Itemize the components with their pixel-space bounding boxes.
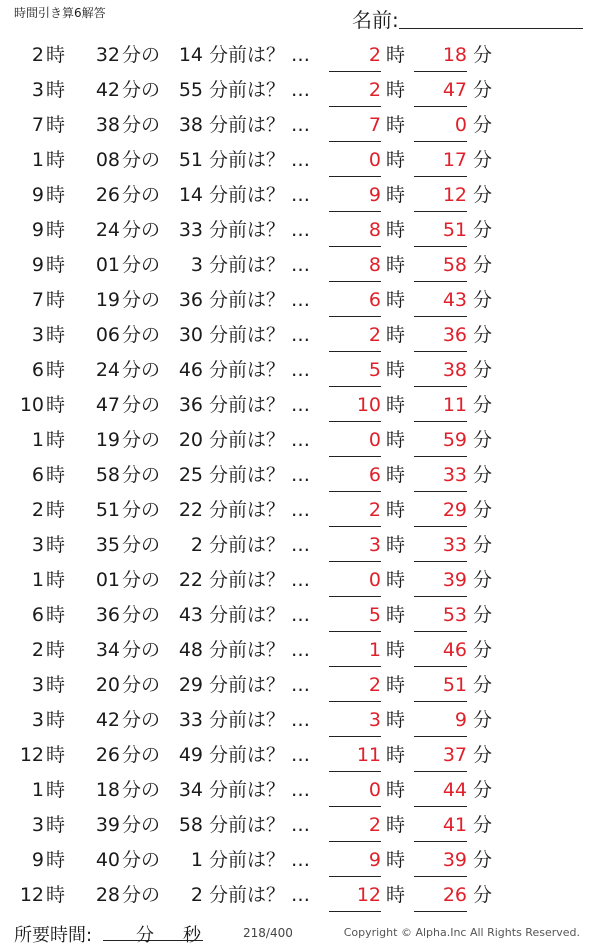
minutes-before: 51	[178, 149, 203, 171]
minute-of-label: 分の	[122, 674, 161, 696]
answer-hour-unit: 時	[386, 569, 406, 591]
minute-of-label: 分の	[122, 359, 161, 381]
problem-row	[0, 38, 600, 73]
start-hour: 2	[31, 499, 44, 521]
question-text: 分前は？ …	[209, 464, 311, 486]
page-number: 218/400	[243, 926, 293, 940]
required-time-second-label: 秒	[183, 925, 201, 946]
minute-of-label: 分の	[122, 149, 161, 171]
answer-hour-unit: 時	[386, 464, 406, 486]
hour-unit: 時	[46, 849, 66, 871]
minutes-before: 46	[178, 359, 203, 381]
answer-minute-unit: 分	[473, 884, 493, 906]
hour-unit: 時	[46, 814, 66, 836]
answer-hour: 2	[329, 78, 381, 107]
question-text: 分前は？ …	[209, 569, 311, 591]
minutes-before: 58	[178, 814, 203, 836]
start-minute: 42	[95, 79, 120, 101]
answer-hour-unit: 時	[386, 779, 406, 801]
start-minute: 47	[95, 394, 120, 416]
answer-hour: 1	[329, 638, 381, 667]
answer-hour: 0	[329, 428, 381, 457]
question-text: 分前は？ …	[209, 534, 311, 556]
answer-minute: 51	[414, 673, 467, 702]
start-minute: 19	[95, 289, 120, 311]
minute-of-label: 分の	[122, 464, 161, 486]
start-minute: 38	[95, 114, 120, 136]
question-text: 分前は？ …	[209, 254, 311, 276]
start-minute: 19	[95, 429, 120, 451]
start-minute: 32	[95, 44, 120, 66]
answer-minute-unit: 分	[473, 569, 493, 591]
answer-hour: 0	[329, 148, 381, 177]
answer-minute: 0	[414, 113, 467, 142]
answer-hour: 5	[329, 358, 381, 387]
hour-unit: 時	[46, 534, 66, 556]
answer-minute-unit: 分	[473, 534, 493, 556]
question-text: 分前は？ …	[209, 744, 311, 766]
problem-row	[0, 668, 600, 703]
start-minute: 24	[95, 219, 120, 241]
hour-unit: 時	[46, 44, 66, 66]
answer-hour: 9	[329, 848, 381, 877]
start-minute: 26	[95, 184, 120, 206]
minutes-before: 25	[178, 464, 203, 486]
start-hour: 3	[31, 534, 44, 556]
question-text: 分前は？ …	[209, 429, 311, 451]
hour-unit: 時	[46, 254, 66, 276]
answer-hour: 2	[329, 498, 381, 527]
answer-minute-unit: 分	[473, 849, 493, 871]
answer-hour-unit: 時	[386, 359, 406, 381]
hour-unit: 時	[46, 429, 66, 451]
minutes-before: 33	[178, 219, 203, 241]
minutes-before: 48	[178, 639, 203, 661]
answer-minute-unit: 分	[473, 324, 493, 346]
answer-minute-unit: 分	[473, 289, 493, 311]
minute-of-label: 分の	[122, 884, 161, 906]
problem-row	[0, 458, 600, 493]
answer-hour-unit: 時	[386, 254, 406, 276]
answer-hour: 10	[329, 393, 381, 422]
start-hour: 9	[31, 219, 44, 241]
answer-hour-unit: 時	[386, 604, 406, 626]
start-hour: 9	[31, 849, 44, 871]
problem-list	[0, 38, 600, 913]
start-minute: 39	[95, 814, 120, 836]
answer-minute: 44	[414, 778, 467, 807]
start-minute: 01	[95, 569, 120, 591]
question-text: 分前は？ …	[209, 499, 311, 521]
start-hour: 3	[31, 709, 44, 731]
start-hour: 3	[31, 814, 44, 836]
question-text: 分前は？ …	[209, 219, 311, 241]
answer-hour-unit: 時	[386, 324, 406, 346]
answer-hour-unit: 時	[386, 429, 406, 451]
question-text: 分前は？ …	[209, 884, 311, 906]
answer-minute: 39	[414, 568, 467, 597]
start-hour: 10	[19, 394, 44, 416]
hour-unit: 時	[46, 219, 66, 241]
question-text: 分前は？ …	[209, 44, 311, 66]
answer-minute-unit: 分	[473, 674, 493, 696]
answer-hour: 2	[329, 813, 381, 842]
minute-of-label: 分の	[122, 534, 161, 556]
answer-hour-unit: 時	[386, 744, 406, 766]
answer-hour-unit: 時	[386, 639, 406, 661]
minutes-before: 34	[178, 779, 203, 801]
copyright: Copyright © Alpha.Inc All Rights Reserved.	[343, 926, 580, 939]
answer-minute: 29	[414, 498, 467, 527]
minutes-before: 3	[190, 254, 203, 276]
problem-row	[0, 318, 600, 353]
start-minute: 06	[95, 324, 120, 346]
answer-minute: 51	[414, 218, 467, 247]
question-text: 分前は？ …	[209, 639, 311, 661]
answer-hour: 2	[329, 323, 381, 352]
answer-minute: 46	[414, 638, 467, 667]
minute-of-label: 分の	[122, 604, 161, 626]
name-field	[352, 4, 583, 33]
problem-row	[0, 598, 600, 633]
answer-hour: 11	[329, 743, 381, 772]
answer-minute: 39	[414, 848, 467, 877]
answer-minute-unit: 分	[473, 184, 493, 206]
answer-minute-unit: 分	[473, 219, 493, 241]
minute-of-label: 分の	[122, 219, 161, 241]
answer-minute-unit: 分	[473, 464, 493, 486]
answer-minute: 36	[414, 323, 467, 352]
answer-minute: 58	[414, 253, 467, 282]
footer	[0, 918, 600, 948]
hour-unit: 時	[46, 149, 66, 171]
minute-of-label: 分の	[122, 429, 161, 451]
problem-row	[0, 143, 600, 178]
start-hour: 1	[31, 569, 44, 591]
minute-of-label: 分の	[122, 709, 161, 731]
answer-minute: 11	[414, 393, 467, 422]
start-minute: 24	[95, 359, 120, 381]
answer-hour-unit: 時	[386, 44, 406, 66]
question-text: 分前は？ …	[209, 779, 311, 801]
minutes-before: 22	[178, 499, 203, 521]
minute-of-label: 分の	[122, 849, 161, 871]
minutes-before: 30	[178, 324, 203, 346]
required-time-minute-label: 分	[136, 925, 154, 946]
answer-hour-unit: 時	[386, 219, 406, 241]
answer-minute-unit: 分	[473, 44, 493, 66]
problem-row	[0, 423, 600, 458]
minutes-before: 29	[178, 674, 203, 696]
question-text: 分前は？ …	[209, 359, 311, 381]
minutes-before: 22	[178, 569, 203, 591]
start-minute: 51	[95, 499, 120, 521]
minutes-before: 55	[178, 79, 203, 101]
name-blank-line[interactable]	[399, 8, 583, 29]
hour-unit: 時	[46, 499, 66, 521]
answer-minute-unit: 分	[473, 394, 493, 416]
minutes-before: 33	[178, 709, 203, 731]
start-minute: 28	[95, 884, 120, 906]
answer-minute-unit: 分	[473, 779, 493, 801]
minute-of-label: 分の	[122, 44, 161, 66]
hour-unit: 時	[46, 639, 66, 661]
answer-minute: 26	[414, 883, 467, 912]
start-minute: 26	[95, 744, 120, 766]
answer-minute: 43	[414, 288, 467, 317]
minutes-before: 36	[178, 289, 203, 311]
page-title: 時間引き算6解答	[14, 6, 106, 20]
answer-minute: 41	[414, 813, 467, 842]
answer-hour-unit: 時	[386, 289, 406, 311]
start-hour: 12	[19, 744, 44, 766]
answer-minute: 59	[414, 428, 467, 457]
hour-unit: 時	[46, 184, 66, 206]
start-hour: 7	[31, 289, 44, 311]
question-text: 分前は？ …	[209, 289, 311, 311]
answer-hour: 3	[329, 708, 381, 737]
minutes-before: 43	[178, 604, 203, 626]
answer-hour: 3	[329, 533, 381, 562]
answer-hour-unit: 時	[386, 534, 406, 556]
start-hour: 2	[31, 639, 44, 661]
answer-minute-unit: 分	[473, 79, 493, 101]
minutes-before: 38	[178, 114, 203, 136]
hour-unit: 時	[46, 394, 66, 416]
start-hour: 2	[31, 44, 44, 66]
answer-hour: 0	[329, 778, 381, 807]
answer-hour-unit: 時	[386, 499, 406, 521]
answer-minute-unit: 分	[473, 429, 493, 451]
minute-of-label: 分の	[122, 639, 161, 661]
problem-row	[0, 738, 600, 773]
start-hour: 1	[31, 779, 44, 801]
minute-of-label: 分の	[122, 324, 161, 346]
problem-row	[0, 878, 600, 913]
answer-minute-unit: 分	[473, 639, 493, 661]
start-hour: 1	[31, 149, 44, 171]
answer-minute-unit: 分	[473, 744, 493, 766]
problem-row	[0, 843, 600, 878]
start-hour: 6	[31, 604, 44, 626]
answer-hour-unit: 時	[386, 849, 406, 871]
answer-minute-unit: 分	[473, 114, 493, 136]
minutes-before: 2	[190, 884, 203, 906]
minutes-before: 1	[190, 849, 203, 871]
minute-of-label: 分の	[122, 744, 161, 766]
start-hour: 12	[19, 884, 44, 906]
minutes-before: 36	[178, 394, 203, 416]
answer-hour-unit: 時	[386, 114, 406, 136]
answer-hour: 6	[329, 288, 381, 317]
hour-unit: 時	[46, 779, 66, 801]
answer-hour-unit: 時	[386, 884, 406, 906]
start-hour: 6	[31, 359, 44, 381]
required-time-label: 所要時間:	[14, 925, 93, 946]
start-minute: 36	[95, 604, 120, 626]
answer-minute-unit: 分	[473, 359, 493, 381]
answer-minute: 9	[414, 708, 467, 737]
start-minute: 01	[95, 254, 120, 276]
answer-minute-unit: 分	[473, 254, 493, 276]
start-hour: 3	[31, 674, 44, 696]
answer-minute: 18	[414, 43, 467, 72]
problem-row	[0, 213, 600, 248]
answer-minute: 17	[414, 148, 467, 177]
answer-minute: 38	[414, 358, 467, 387]
minute-of-label: 分の	[122, 289, 161, 311]
answer-minute: 33	[414, 533, 467, 562]
problem-row	[0, 563, 600, 598]
start-minute: 18	[95, 779, 120, 801]
question-text: 分前は？ …	[209, 849, 311, 871]
question-text: 分前は？ …	[209, 674, 311, 696]
answer-minute-unit: 分	[473, 604, 493, 626]
answer-hour-unit: 時	[386, 814, 406, 836]
minutes-before: 14	[178, 44, 203, 66]
hour-unit: 時	[46, 114, 66, 136]
answer-hour: 2	[329, 43, 381, 72]
answer-hour-unit: 時	[386, 184, 406, 206]
answer-hour: 6	[329, 463, 381, 492]
start-minute: 08	[95, 149, 120, 171]
minute-of-label: 分の	[122, 569, 161, 591]
hour-unit: 時	[46, 604, 66, 626]
problem-row	[0, 178, 600, 213]
answer-hour-unit: 時	[386, 394, 406, 416]
answer-hour: 2	[329, 673, 381, 702]
problem-row	[0, 283, 600, 318]
name-label: 名前:	[352, 8, 399, 32]
problem-row	[0, 493, 600, 528]
answer-hour: 8	[329, 218, 381, 247]
question-text: 分前は？ …	[209, 814, 311, 836]
answer-hour: 7	[329, 113, 381, 142]
start-hour: 1	[31, 429, 44, 451]
hour-unit: 時	[46, 289, 66, 311]
hour-unit: 時	[46, 744, 66, 766]
start-hour: 9	[31, 184, 44, 206]
question-text: 分前は？ …	[209, 709, 311, 731]
minute-of-label: 分の	[122, 79, 161, 101]
problem-row	[0, 773, 600, 808]
start-hour: 3	[31, 324, 44, 346]
question-text: 分前は？ …	[209, 394, 311, 416]
start-minute: 40	[95, 849, 120, 871]
minute-of-label: 分の	[122, 394, 161, 416]
answer-hour: 12	[329, 883, 381, 912]
minutes-before: 49	[178, 744, 203, 766]
problem-row	[0, 108, 600, 143]
answer-minute: 47	[414, 78, 467, 107]
answer-hour-unit: 時	[386, 674, 406, 696]
answer-hour: 9	[329, 183, 381, 212]
hour-unit: 時	[46, 569, 66, 591]
answer-minute-unit: 分	[473, 709, 493, 731]
answer-hour-unit: 時	[386, 149, 406, 171]
answer-hour-unit: 時	[386, 79, 406, 101]
problem-row	[0, 703, 600, 738]
minute-of-label: 分の	[122, 114, 161, 136]
hour-unit: 時	[46, 674, 66, 696]
answer-hour: 5	[329, 603, 381, 632]
answer-minute: 37	[414, 743, 467, 772]
start-minute: 35	[95, 534, 120, 556]
minute-of-label: 分の	[122, 814, 161, 836]
hour-unit: 時	[46, 324, 66, 346]
question-text: 分前は？ …	[209, 149, 311, 171]
answer-minute: 12	[414, 183, 467, 212]
minute-of-label: 分の	[122, 184, 161, 206]
minutes-before: 20	[178, 429, 203, 451]
question-text: 分前は？ …	[209, 604, 311, 626]
minute-of-label: 分の	[122, 499, 161, 521]
answer-hour-unit: 時	[386, 709, 406, 731]
start-minute: 58	[95, 464, 120, 486]
answer-hour: 8	[329, 253, 381, 282]
problem-row	[0, 808, 600, 843]
problem-row	[0, 528, 600, 563]
problem-row	[0, 633, 600, 668]
problem-row	[0, 388, 600, 423]
answer-hour: 0	[329, 568, 381, 597]
problem-row	[0, 248, 600, 283]
minutes-before: 2	[190, 534, 203, 556]
question-text: 分前は？ …	[209, 324, 311, 346]
hour-unit: 時	[46, 79, 66, 101]
start-hour: 3	[31, 79, 44, 101]
question-text: 分前は？ …	[209, 79, 311, 101]
hour-unit: 時	[46, 884, 66, 906]
start-minute: 34	[95, 639, 120, 661]
answer-minute-unit: 分	[473, 814, 493, 836]
answer-minute: 53	[414, 603, 467, 632]
answer-minute-unit: 分	[473, 499, 493, 521]
question-text: 分前は？ …	[209, 114, 311, 136]
minutes-before: 14	[178, 184, 203, 206]
problem-row	[0, 353, 600, 388]
start-minute: 20	[95, 674, 120, 696]
answer-minute: 33	[414, 463, 467, 492]
minute-of-label: 分の	[122, 254, 161, 276]
hour-unit: 時	[46, 464, 66, 486]
problem-row	[0, 73, 600, 108]
hour-unit: 時	[46, 709, 66, 731]
start-minute: 42	[95, 709, 120, 731]
minute-of-label: 分の	[122, 779, 161, 801]
start-hour: 9	[31, 254, 44, 276]
question-text: 分前は？ …	[209, 184, 311, 206]
hour-unit: 時	[46, 359, 66, 381]
answer-minute-unit: 分	[473, 149, 493, 171]
start-hour: 6	[31, 464, 44, 486]
start-hour: 7	[31, 114, 44, 136]
